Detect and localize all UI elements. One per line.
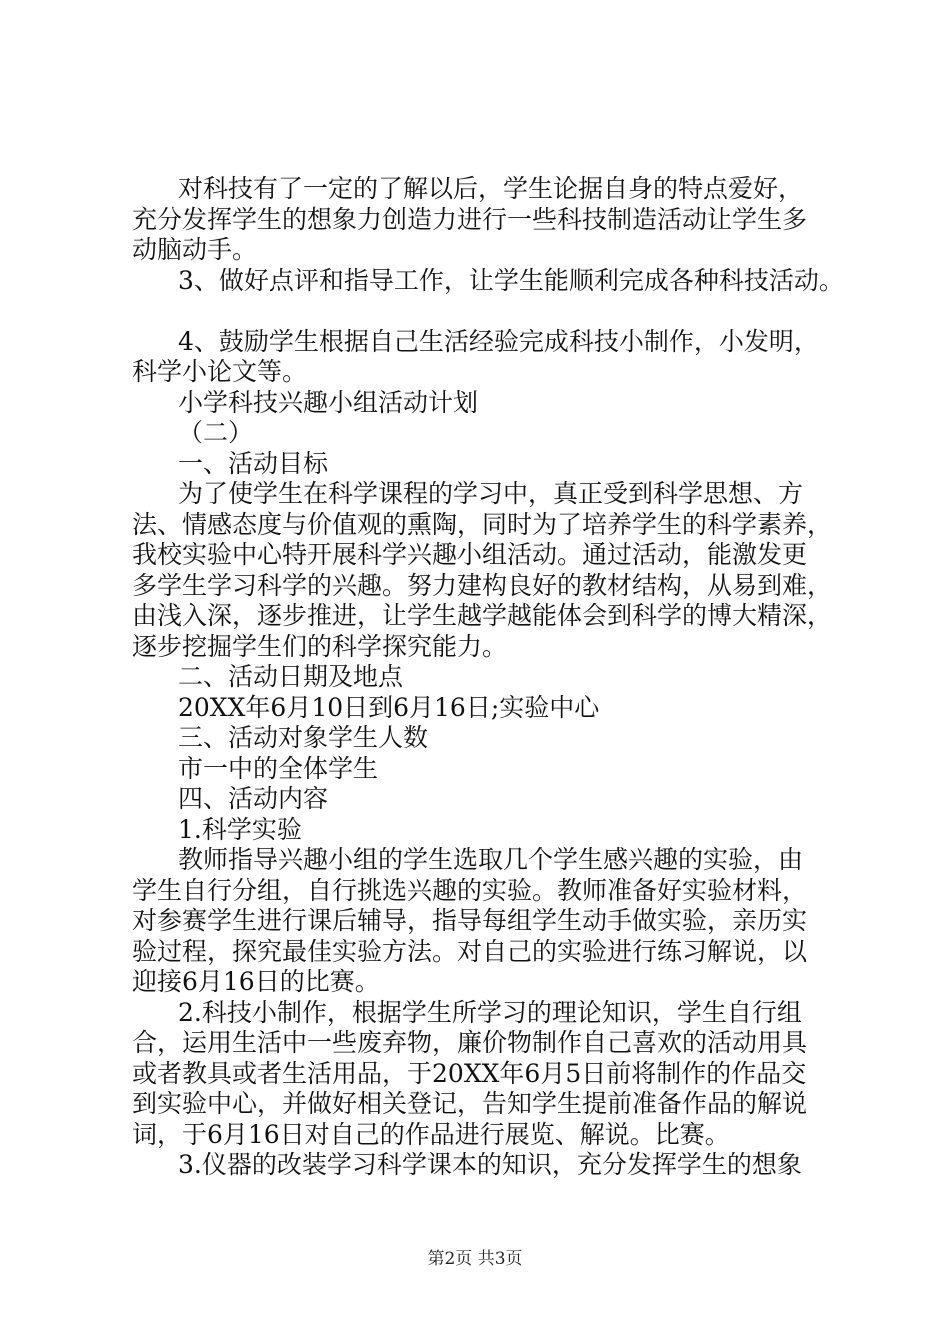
blank-line xyxy=(132,296,852,327)
page-footer: 第2页 共3页 xyxy=(427,1249,523,1269)
body-line: 我校实验中心特开展科学兴趣小组活动。通过活动，能激发更 xyxy=(132,540,808,569)
document-body xyxy=(132,174,852,1181)
body-line: 或者教具或者生活用品，于20XX年6月5日前将制作的作品交 xyxy=(132,1058,807,1088)
section-title: 小学科技兴趣小组活动计划 xyxy=(178,387,479,417)
subheading-experiment: 1.科学实验 xyxy=(178,814,302,844)
heading-goal: 一、活动目标 xyxy=(178,448,329,478)
body-line: 迎接6月16日的比赛。 xyxy=(132,967,380,996)
body-line: 市一中的全体学生 xyxy=(178,753,379,783)
body-line: 逐步挖掘学生们的科学探究能力。 xyxy=(132,631,508,661)
heading-participants: 三、活动对象学生人数 xyxy=(178,723,429,752)
body-line: 4、鼓励学生根据自己生活经验完成科技小制作，小发明， xyxy=(178,326,819,356)
body-line: 3.仪器的改装学习科学课本的知识，充分发挥学生的想象 xyxy=(178,1150,802,1179)
body-line: 多学生学习科学的兴趣。努力建构良好的教材结构，从易到难， xyxy=(132,570,833,600)
body-line: 词，于6月16日对自己的作品进行展览、解说。比赛。 xyxy=(132,1119,730,1149)
body-line: 验过程，探究最佳实验方法。对自己的实验进行练习解说，以 xyxy=(132,936,808,966)
body-line: 动脑动手。 xyxy=(132,235,258,264)
body-line: 为了使学生在科学课程的学习中，真正受到科学思想、方 xyxy=(178,479,804,508)
body-line: 充分发挥学生的想象力创造力进行一些科技制造活动让学生多 xyxy=(132,204,808,234)
heading-content: 四、活动内容 xyxy=(178,784,329,813)
body-line: 2.科技小制作，根据学生所学习的理论知识，学生自行组 xyxy=(178,997,802,1027)
body-line: 3、做好点评和指导工作，让学生能顺利完成各种科技活动。 xyxy=(178,265,844,295)
body-line: 由浅入深，逐步推进，让学生越学越能体会到科学的博大精深， xyxy=(132,601,833,630)
body-line: 教师指导兴趣小组的学生选取几个学生感兴趣的实验，由 xyxy=(178,845,804,874)
body-line: 科学小论文等。 xyxy=(132,357,308,386)
heading-date-place: 二、活动日期及地点 xyxy=(178,662,404,691)
body-line: 到实验中心，并做好相关登记，告知学生提前准备作品的解说 xyxy=(132,1089,808,1118)
body-line: 合，运用生活中一些废弃物，廉价物制作自己喜欢的活动用具 xyxy=(132,1028,808,1057)
body-line: 对参赛学生进行课后辅导，指导每组学生动手做实验，亲历实 xyxy=(132,906,808,935)
body-line: 20XX年6月10日到6月16日;实验中心 xyxy=(178,692,600,722)
body-line: 对科技有了一定的了解以后，学生论据自身的特点爱好， xyxy=(178,174,804,203)
body-line: 学生自行分组，自行挑选兴趣的实验。教师准备好实验材料， xyxy=(132,875,808,905)
section-subtitle: （二） xyxy=(178,418,254,447)
body-line: 法、情感态度与价值观的熏陶，同时为了培养学生的科学素养， xyxy=(132,509,833,539)
